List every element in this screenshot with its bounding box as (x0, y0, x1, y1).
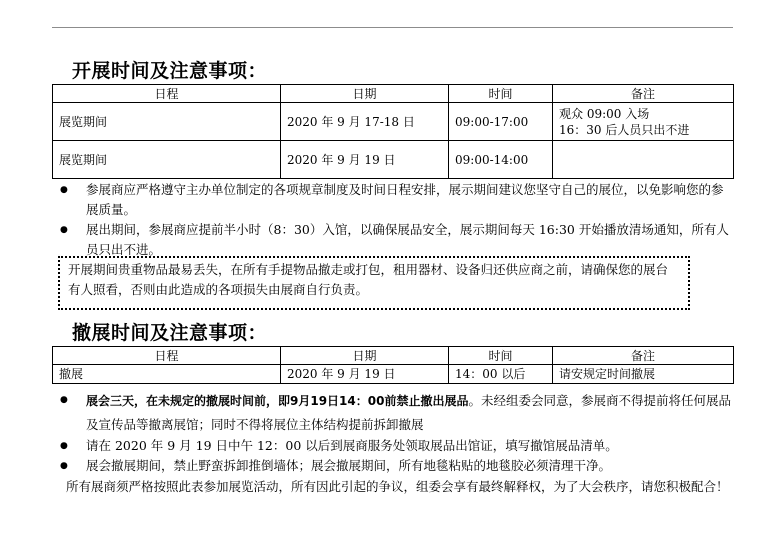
column-header-note: 备注 (553, 347, 734, 365)
valuables-notice-box: 开展期间贵重物品最易丢失，在所有手提物品撤走或打包，租用器材、设备归还供应商之前，请确保您的展台有人照看，否则由此造成的各项损失由展商自行负责。 (58, 256, 690, 310)
top-rule (52, 27, 733, 28)
cell-date: 2020 年 9 月 19 日 (281, 365, 449, 384)
cell-time: 14：00 以后 (449, 365, 553, 384)
column-header-date: 日期 (281, 85, 449, 103)
dismantling-period-heading: 撤展时间及注意事项： (72, 322, 268, 344)
cell-schedule: 展览期间 (53, 141, 281, 179)
cell-date: 2020 年 9 月 19 日 (281, 141, 449, 179)
column-header-date: 日期 (281, 347, 449, 365)
exhibition-schedule-table (52, 84, 734, 179)
cell-date: 2020 年 9 月 17-18 日 (281, 103, 449, 141)
list-item: ● 参展商应严格遵守主办单位制定的各项规章制度及时间日程安排，展示期间建议您坚守自己的展位，以免影响您的参展质量。 (58, 180, 734, 220)
note-line: 16：30 后人员只出不进 (559, 122, 690, 137)
column-header-schedule: 日程 (53, 85, 281, 103)
cell-time: 09:00-14:00 (449, 141, 553, 179)
list-item: ● 展出期间，参展商应提前半小时（8：30）入馆，以确保展品安全，展示期间每天 16:30 开始播放清场通知，所有人员只出不进。 (58, 220, 734, 260)
warning-detail: 。未经组委会同意，参展商不得提前将任何展品及宣传品等撤离展馆；同时不得将展位主体结构提前拆卸撤展 (86, 393, 731, 432)
column-header-schedule: 日程 (53, 347, 281, 365)
table-row (53, 103, 734, 141)
list-item (58, 389, 734, 436)
cell-note (553, 141, 734, 179)
column-header-note: 备注 (553, 85, 734, 103)
table-row (53, 141, 734, 179)
column-header-time: 时间 (449, 85, 553, 103)
dismantling-schedule-table (52, 346, 734, 384)
closing-statement: 所有展商须严格按照此表参加展览活动，所有因此引起的争议，组委会享有最终解释权，为了大会秩序，请您积极配合！ (66, 479, 729, 494)
note-line: 观众 09:00 入场 (559, 106, 650, 121)
cell-note (553, 103, 734, 141)
bold-warning: 展会三天，在未规定的撤展时间前，即9月19日14：00前禁止撤出展品 (86, 394, 469, 408)
table-row (53, 365, 734, 384)
cell-note: 请安规定时间撤展 (553, 365, 734, 384)
list-item: ● 展会撤展期间，禁止野蛮拆卸推倒墙体；展会撤展期间，所有地毯粘贴的地毯胶必须清理干净。 (58, 456, 734, 476)
table-header-row (53, 85, 734, 103)
exhibition-period-heading: 开展时间及注意事项： (72, 60, 268, 82)
column-header-time: 时间 (449, 347, 553, 365)
dismantling-notes-list (58, 389, 734, 476)
table-header-row (53, 347, 734, 365)
cell-schedule: 撤展 (53, 365, 281, 384)
list-item: ● 请在 2020 年 9 月 19 日中午 12：00 以后到展商服务处领取展品出馆证，填写撤馆展品清单。 (58, 436, 734, 456)
exhibition-notes-list (58, 180, 734, 260)
cell-time: 09:00-17:00 (449, 103, 553, 141)
cell-schedule: 展览期间 (53, 103, 281, 141)
